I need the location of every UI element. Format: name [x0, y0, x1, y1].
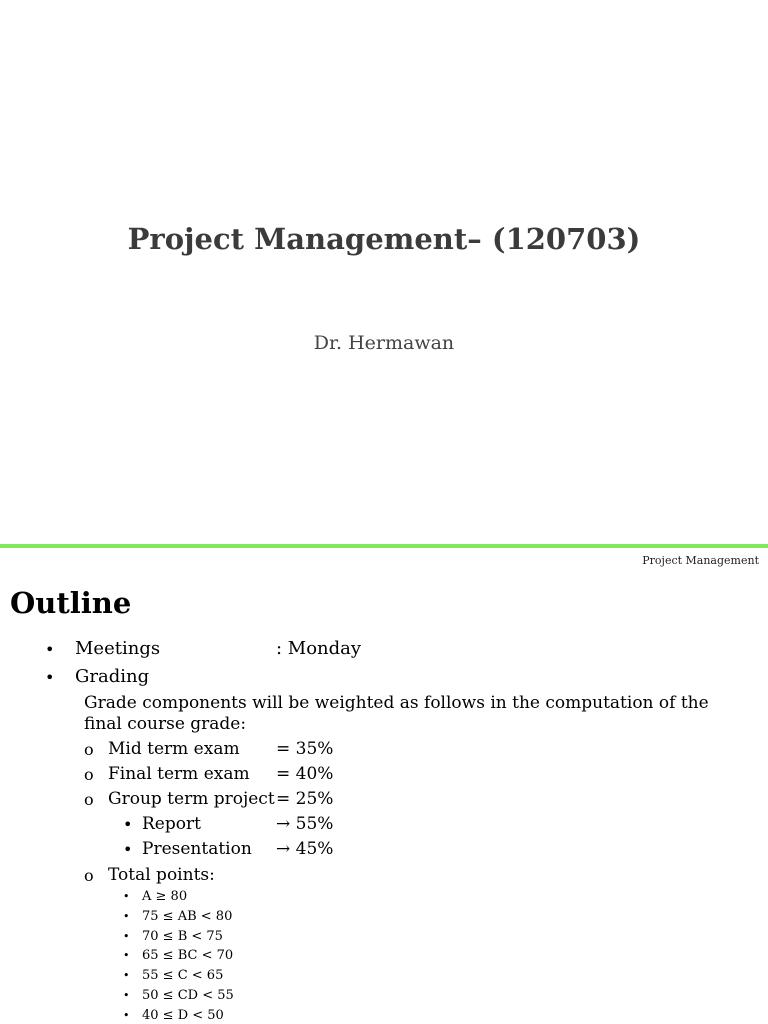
- bullet: •: [123, 840, 133, 859]
- total-points-label: Total points:: [108, 865, 215, 885]
- bullet: •: [45, 668, 55, 687]
- outline-title: Outline: [10, 586, 132, 620]
- circle-bullet: o: [84, 740, 94, 759]
- circle-bullet: o: [84, 866, 94, 885]
- slide-title: Project Management– (120703): [127, 222, 641, 256]
- bullet: •: [123, 815, 133, 834]
- grade-item: 50 ≤ CD < 55: [142, 988, 234, 1003]
- component-value: = 40%: [276, 764, 334, 784]
- component-value: = 25%: [276, 789, 334, 809]
- circle-bullet: o: [84, 765, 94, 784]
- grading-description: Grade components will be weighted as follows in the computation of the final course grade:: [84, 693, 709, 734]
- bullet: •: [123, 969, 130, 982]
- slide-author: Dr. Hermawan: [313, 332, 455, 354]
- bullet: •: [123, 949, 130, 962]
- grade-item: 70 ≤ B < 75: [142, 929, 223, 944]
- project-part-label: Report: [142, 814, 201, 834]
- bullet: •: [123, 930, 130, 943]
- grade-item: 75 ≤ AB < 80: [142, 909, 233, 924]
- bullet: •: [123, 910, 130, 923]
- bullet: •: [123, 989, 130, 1002]
- grading-label: Grading: [75, 666, 150, 687]
- grade-item: A ≥ 80: [142, 889, 188, 904]
- component-label: Mid term exam: [108, 739, 240, 759]
- grade-item: 40 ≤ D < 50: [142, 1008, 224, 1023]
- meetings-label: Meetings: [75, 638, 161, 659]
- circle-bullet: o: [84, 790, 94, 809]
- project-part-label: Presentation: [142, 839, 252, 859]
- slide-divider: [0, 544, 768, 548]
- bullet: •: [45, 640, 55, 659]
- component-label: Final term exam: [108, 764, 250, 784]
- grade-item: 55 ≤ C < 65: [142, 968, 224, 983]
- meetings-value: : Monday: [276, 638, 362, 659]
- slide-header: Project Management: [642, 554, 759, 567]
- project-part-value: → 55%: [276, 814, 334, 834]
- project-part-value: → 45%: [276, 839, 334, 859]
- grade-item: 65 ≤ BC < 70: [142, 948, 234, 963]
- component-label: Group term project: [108, 789, 275, 809]
- component-value: = 35%: [276, 739, 334, 759]
- bullet: •: [123, 1009, 130, 1022]
- bullet: •: [123, 890, 130, 903]
